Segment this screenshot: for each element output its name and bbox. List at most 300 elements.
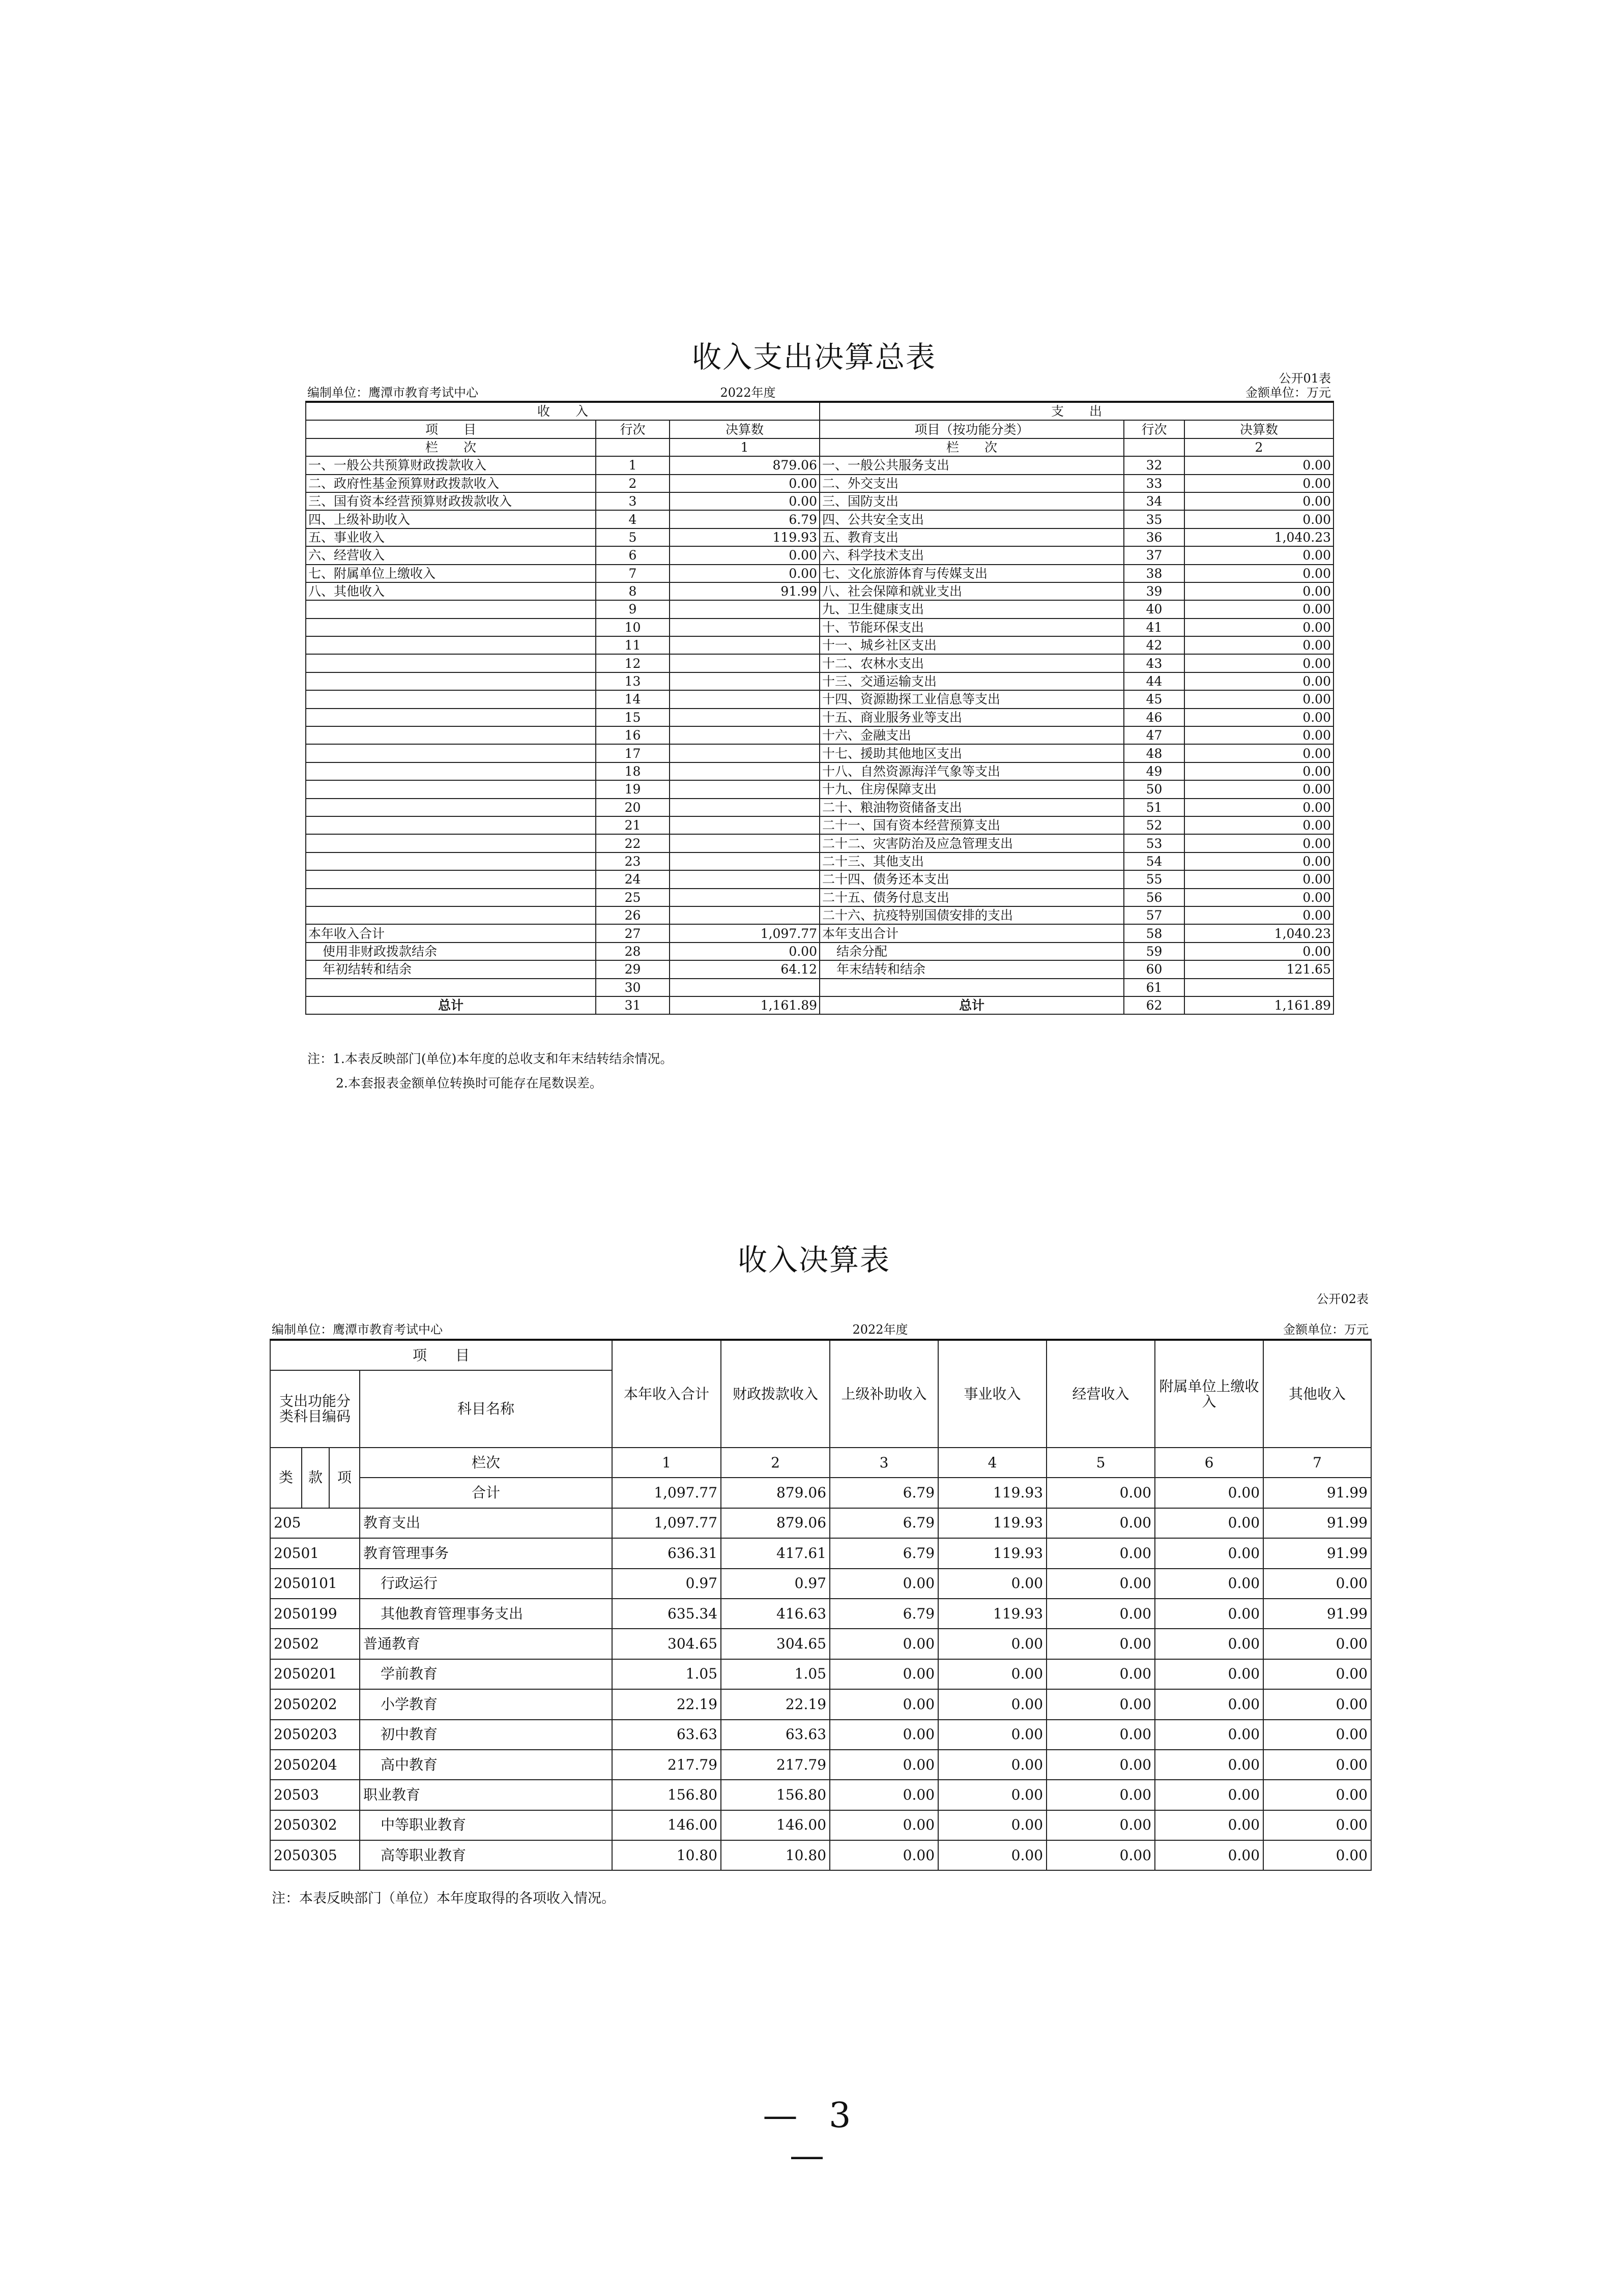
income-amount: [670, 654, 820, 672]
amount-cell: 119.93: [938, 1599, 1047, 1629]
expense-item: 六、科学技术支出: [820, 546, 1124, 564]
t2-total-value: 0.00: [1047, 1478, 1155, 1508]
expense-row-no: 37: [1124, 546, 1184, 564]
income-amount: [670, 889, 820, 906]
subject-code: 2050305: [270, 1840, 360, 1870]
subject-name: 行政运行: [360, 1569, 612, 1599]
subject-code: 2050204: [270, 1750, 360, 1780]
income-amount: [670, 979, 820, 996]
expense-amount: 0.00: [1184, 870, 1333, 888]
subject-name: 小学教育: [360, 1689, 612, 1719]
income-amount: [670, 636, 820, 654]
expense-item: 九、卫生健康支出: [820, 600, 1124, 618]
expense-amount: 0.00: [1184, 475, 1333, 492]
expense-item: 四、公共安全支出: [820, 510, 1124, 528]
amount-cell: 0.00: [1263, 1689, 1371, 1719]
amount-cell: 635.34: [612, 1599, 721, 1629]
income-amount: [670, 619, 820, 636]
table-row: [270, 1659, 1371, 1689]
amount-cell: 0.00: [938, 1720, 1047, 1750]
expense-item: 二十三、其他支出: [820, 852, 1124, 870]
amount-cell: 0.00: [830, 1569, 938, 1599]
table-row: [270, 1720, 1371, 1750]
amount-cell: 0.00: [830, 1750, 938, 1780]
table-row: [306, 924, 1333, 942]
amount-cell: 0.00: [938, 1780, 1047, 1810]
amount-cell: 0.00: [1155, 1629, 1263, 1659]
t2-total-label: 合计: [360, 1478, 612, 1508]
subject-code: 2050201: [270, 1659, 360, 1689]
income-item: [306, 889, 596, 906]
income-row-no: 6: [596, 546, 670, 564]
amount-cell: 146.00: [721, 1810, 830, 1840]
subject-name: 中等职业教育: [360, 1810, 612, 1840]
income-item: [306, 672, 596, 690]
expense-total-row-no: 62: [1124, 996, 1184, 1014]
expense-amount: 1,040.23: [1184, 528, 1333, 546]
table2-year: 2022年度: [852, 1322, 908, 1337]
subject-name: 学前教育: [360, 1659, 612, 1689]
subject-name: 职业教育: [360, 1780, 612, 1810]
expense-amount: 0.00: [1184, 943, 1333, 960]
exp-amount-header: 决算数: [1184, 420, 1333, 438]
table1-unit-label: 编制单位：鹰潭市教育考试中心: [307, 386, 478, 400]
amount-cell: 0.00: [830, 1629, 938, 1659]
table2-title: 收入决算表: [737, 1243, 890, 1277]
t2-total-value: 6.79: [830, 1478, 938, 1508]
amount-cell: 0.00: [1155, 1810, 1263, 1840]
table-row: [306, 528, 1333, 546]
table2-amount-unit: 金额单位：万元: [1283, 1322, 1369, 1337]
expense-amount: 0.00: [1184, 889, 1333, 906]
income-row-no: 5: [596, 528, 670, 546]
income-item: [306, 870, 596, 888]
table-row: [306, 475, 1333, 492]
amount-cell: 0.00: [1047, 1750, 1155, 1780]
expense-amount: 0.00: [1184, 510, 1333, 528]
income-row-no: 29: [596, 960, 670, 978]
income-amount: 91.99: [670, 582, 820, 600]
expense-item: 二十四、债务还本支出: [820, 870, 1124, 888]
amount-cell: 0.00: [938, 1750, 1047, 1780]
income-item: 二、政府性基金预算财政拨款收入: [306, 475, 596, 492]
amount-cell: 6.79: [830, 1538, 938, 1568]
expense-amount: 0.00: [1184, 492, 1333, 510]
amount-cell: 0.00: [1047, 1599, 1155, 1629]
table-row: [306, 654, 1333, 672]
income-amount: [670, 762, 820, 780]
table-row: [306, 510, 1333, 528]
amount-cell: 0.00: [1047, 1629, 1155, 1659]
subject-code: 2050101: [270, 1569, 360, 1599]
t2-name-label: 科目名称: [360, 1370, 612, 1448]
table-row: [306, 852, 1333, 870]
exp-row-no-header: 行次: [1124, 420, 1184, 438]
subject-name: 其他教育管理事务支出: [360, 1599, 612, 1629]
income-item: [306, 690, 596, 708]
expense-item: 二十、粮油物资储备支出: [820, 799, 1124, 816]
income-amount: [670, 709, 820, 726]
t2-col-num: 4: [938, 1448, 1047, 1478]
table-row: [306, 672, 1333, 690]
amount-cell: 0.00: [1047, 1780, 1155, 1810]
expense-row-no: 33: [1124, 475, 1184, 492]
total-row: [306, 996, 1333, 1014]
income-amount: 879.06: [670, 456, 820, 474]
amount-cell: 1.05: [612, 1659, 721, 1689]
amount-cell: 0.00: [1047, 1810, 1155, 1840]
table2-note: 注：本表反映部门（单位）本年度取得的各项收入情况。: [272, 1891, 615, 1906]
t2-col-num: 5: [1047, 1448, 1155, 1478]
table1-code: 公开01表: [1279, 371, 1331, 386]
income-item: 五、事业收入: [306, 528, 596, 546]
table-row: [306, 870, 1333, 888]
item-header: 项 目: [306, 420, 596, 438]
expense-item: 十七、援助其他地区支出: [820, 744, 1124, 762]
amount-cell: 0.00: [1155, 1569, 1263, 1599]
amount-cell: 0.00: [1047, 1840, 1155, 1870]
amount-cell: 879.06: [721, 1508, 830, 1538]
t2-total-value: 879.06: [721, 1478, 830, 1508]
expense-amount: 0.00: [1184, 672, 1333, 690]
expense-row-no: 35: [1124, 510, 1184, 528]
table1-title: 收入支出决算总表: [691, 340, 936, 374]
expense-item: 一、一般公共服务支出: [820, 456, 1124, 474]
income-row-no: 7: [596, 565, 670, 582]
t2-kuan: 款: [302, 1448, 329, 1508]
subject-code: 2050203: [270, 1720, 360, 1750]
t2-col-header-6: 附属单位上缴收入: [1155, 1340, 1263, 1448]
expense-amount: 0.00: [1184, 709, 1333, 726]
expense-amount: 0.00: [1184, 690, 1333, 708]
income-item: 年初结转和结余: [306, 960, 596, 978]
expense-amount: 0.00: [1184, 906, 1333, 924]
income-item: [306, 600, 596, 618]
amount-cell: 304.65: [612, 1629, 721, 1659]
amount-cell: 0.00: [1155, 1659, 1263, 1689]
subject-name: 教育支出: [360, 1508, 612, 1538]
expense-row-no: 50: [1124, 780, 1184, 798]
expense-item: 二十五、债务付息支出: [820, 889, 1124, 906]
expense-row-no: 47: [1124, 726, 1184, 744]
income-row-no: 26: [596, 906, 670, 924]
expense-amount: 0.00: [1184, 636, 1333, 654]
amount-cell: 22.19: [612, 1689, 721, 1719]
subject-code: 205: [270, 1508, 360, 1538]
expense-row-no: 38: [1124, 565, 1184, 582]
income-amount: 0.00: [670, 475, 820, 492]
expense-row-no: 48: [1124, 744, 1184, 762]
income-item: [306, 834, 596, 852]
income-row-no: 27: [596, 924, 670, 942]
income-expense-summary-table: [305, 401, 1334, 1015]
amount-cell: 156.80: [612, 1780, 721, 1810]
expense-row-no: 36: [1124, 528, 1184, 546]
income-amount: 0.00: [670, 943, 820, 960]
income-row-no: 8: [596, 582, 670, 600]
expense-amount: 0.00: [1184, 456, 1333, 474]
table-row: [306, 565, 1333, 582]
income-row-no: 20: [596, 799, 670, 816]
expense-amount: 0.00: [1184, 744, 1333, 762]
expense-row-no: 59: [1124, 943, 1184, 960]
amount-cell: 0.00: [1047, 1508, 1155, 1538]
row-no-header: 行次: [596, 420, 670, 438]
t2-col-header-4: 事业收入: [938, 1340, 1047, 1448]
table-row: [306, 456, 1333, 474]
t2-col-label: 栏次: [360, 1448, 612, 1478]
exp-col-label: 栏 次: [820, 438, 1124, 456]
amount-header: 决算数: [670, 420, 820, 438]
amount-cell: 0.00: [830, 1720, 938, 1750]
expense-row-no: 46: [1124, 709, 1184, 726]
table-row: [270, 1810, 1371, 1840]
subject-name: 普通教育: [360, 1629, 612, 1659]
amount-cell: 0.00: [938, 1569, 1047, 1599]
expense-row-no: 40: [1124, 600, 1184, 618]
table-row: [306, 582, 1333, 600]
expense-item: [820, 979, 1124, 996]
income-item: [306, 906, 596, 924]
amount-cell: 0.00: [1047, 1689, 1155, 1719]
expense-amount: [1184, 979, 1333, 996]
table-row: [306, 834, 1333, 852]
table-row: [306, 726, 1333, 744]
income-row-no: 22: [596, 834, 670, 852]
expense-row-no: 53: [1124, 834, 1184, 852]
table1-note2: 2.本套报表金额单位转换时可能存在尾数误差。: [336, 1076, 602, 1091]
subject-code: 20501: [270, 1538, 360, 1568]
expense-item: 七、文化旅游体育与传媒支出: [820, 565, 1124, 582]
t2-col-header-5: 经营收入: [1047, 1340, 1155, 1448]
expense-amount: 121.65: [1184, 960, 1333, 978]
t2-col-num: 6: [1155, 1448, 1263, 1478]
expense-item: 八、社会保障和就业支出: [820, 582, 1124, 600]
income-item: 使用非财政拨款结余: [306, 943, 596, 960]
expense-item: 十九、住房保障支出: [820, 780, 1124, 798]
income-total-amount: 1,161.89: [670, 996, 820, 1014]
amount-cell: 0.00: [1263, 1720, 1371, 1750]
t2-xiang: 项: [329, 1448, 360, 1508]
table-row: [270, 1750, 1371, 1780]
expense-item: 二、外交支出: [820, 475, 1124, 492]
expense-row-no: 32: [1124, 456, 1184, 474]
expense-row-no: 49: [1124, 762, 1184, 780]
amount-cell: 636.31: [612, 1538, 721, 1568]
t2-col-header-7: 其他收入: [1263, 1340, 1371, 1448]
amount-cell: 0.00: [1155, 1780, 1263, 1810]
amount-cell: 0.00: [938, 1659, 1047, 1689]
expense-row-no: 52: [1124, 816, 1184, 834]
table1-year: 2022年度: [720, 386, 776, 400]
income-row-no: 23: [596, 852, 670, 870]
table-row: [306, 690, 1333, 708]
amount-cell: 0.00: [1155, 1840, 1263, 1870]
expense-row-no: 60: [1124, 960, 1184, 978]
expense-total-amount: 1,161.89: [1184, 996, 1333, 1014]
amount-cell: 0.00: [1047, 1538, 1155, 1568]
expense-amount: 0.00: [1184, 726, 1333, 744]
income-item: [306, 619, 596, 636]
t2-total-value: 91.99: [1263, 1478, 1371, 1508]
amount-cell: 217.79: [612, 1750, 721, 1780]
income-row-no: 21: [596, 816, 670, 834]
income-amount: 6.79: [670, 510, 820, 528]
amount-cell: 0.00: [1263, 1629, 1371, 1659]
expense-amount: 0.00: [1184, 799, 1333, 816]
table-row: [270, 1689, 1371, 1719]
amount-cell: 0.00: [1155, 1599, 1263, 1629]
table-row: [270, 1538, 1371, 1568]
expense-row-no: 34: [1124, 492, 1184, 510]
expense-amount: 0.00: [1184, 816, 1333, 834]
amount-cell: 1,097.77: [612, 1508, 721, 1538]
expense-amount: 0.00: [1184, 565, 1333, 582]
income-amount: [670, 834, 820, 852]
income-row-no: 3: [596, 492, 670, 510]
amount-cell: 0.00: [1263, 1810, 1371, 1840]
income-amount: [670, 906, 820, 924]
amount-cell: 0.00: [1047, 1720, 1155, 1750]
amount-cell: 0.00: [1263, 1569, 1371, 1599]
income-row-no: 2: [596, 475, 670, 492]
expense-row-no: 58: [1124, 924, 1184, 942]
table-row: [306, 636, 1333, 654]
expense-item: 十二、农林水支出: [820, 654, 1124, 672]
income-row-no: 25: [596, 889, 670, 906]
income-row-no: 18: [596, 762, 670, 780]
expense-item: 年末结转和结余: [820, 960, 1124, 978]
table-row: [306, 979, 1333, 996]
amount-cell: 0.00: [830, 1810, 938, 1840]
income-amount: [670, 816, 820, 834]
income-row-no: 1: [596, 456, 670, 474]
expense-row-no: 61: [1124, 979, 1184, 996]
expense-row-no: 54: [1124, 852, 1184, 870]
income-row-no: 11: [596, 636, 670, 654]
amount-cell: 0.00: [938, 1689, 1047, 1719]
amount-cell: 146.00: [612, 1810, 721, 1840]
t2-total-value: 119.93: [938, 1478, 1047, 1508]
expense-amount: 1,040.23: [1184, 924, 1333, 942]
income-row-no: 17: [596, 744, 670, 762]
expense-header: 支 出: [820, 402, 1333, 420]
table-row: [306, 492, 1333, 510]
amount-cell: 0.00: [938, 1629, 1047, 1659]
income-row-no: 13: [596, 672, 670, 690]
expense-amount: 0.00: [1184, 780, 1333, 798]
table-row: [270, 1599, 1371, 1629]
subject-name: 教育管理事务: [360, 1538, 612, 1568]
amount-cell: 0.00: [938, 1840, 1047, 1870]
expense-item: 十五、商业服务业等支出: [820, 709, 1124, 726]
income-item: 本年收入合计: [306, 924, 596, 942]
amount-cell: 63.63: [612, 1720, 721, 1750]
income-amount: [670, 744, 820, 762]
amount-cell: 156.80: [721, 1780, 830, 1810]
col-label: 栏 次: [306, 438, 596, 456]
amount-cell: 0.97: [612, 1569, 721, 1599]
expense-item: 结余分配: [820, 943, 1124, 960]
expense-row-no: 56: [1124, 889, 1184, 906]
income-final-accounts-table: [270, 1339, 1372, 1871]
income-row-no: 30: [596, 979, 670, 996]
table-row: [270, 1780, 1371, 1810]
income-item: [306, 852, 596, 870]
t2-lei: 类: [270, 1448, 302, 1508]
income-item: [306, 636, 596, 654]
income-item: 三、国有资本经营预算财政拨款收入: [306, 492, 596, 510]
table-row: [306, 889, 1333, 906]
amount-cell: 0.00: [1155, 1538, 1263, 1568]
subject-code: 2050202: [270, 1689, 360, 1719]
income-amount: [670, 870, 820, 888]
income-row-no: 10: [596, 619, 670, 636]
income-item: [306, 726, 596, 744]
expense-item: 十一、城乡社区支出: [820, 636, 1124, 654]
income-item: [306, 780, 596, 798]
expense-total-label: 总计: [820, 996, 1124, 1014]
income-item: [306, 799, 596, 816]
expense-amount: 0.00: [1184, 762, 1333, 780]
expense-amount: 0.00: [1184, 654, 1333, 672]
amount-cell: 10.80: [612, 1840, 721, 1870]
income-item: 八、其他收入: [306, 582, 596, 600]
table-row: [270, 1840, 1371, 1870]
table-row: [306, 906, 1333, 924]
expense-amount: 0.00: [1184, 582, 1333, 600]
subject-name: 初中教育: [360, 1720, 612, 1750]
table-row: [270, 1569, 1371, 1599]
subject-code: 2050199: [270, 1599, 360, 1629]
expense-item: 二十六、抗疫特别国债安排的支出: [820, 906, 1124, 924]
expense-row-no: 55: [1124, 870, 1184, 888]
amount-cell: 119.93: [938, 1538, 1047, 1568]
amount-cell: 0.00: [1263, 1780, 1371, 1810]
income-amount: [670, 780, 820, 798]
t2-col-num: 1: [612, 1448, 721, 1478]
table-row: [306, 546, 1333, 564]
col-num-2: 2: [1184, 438, 1333, 456]
subject-name: 高等职业教育: [360, 1840, 612, 1870]
t2-col-header-2: 财政拨款收入: [721, 1340, 830, 1448]
amount-cell: 0.00: [1047, 1659, 1155, 1689]
expense-amount: 0.00: [1184, 852, 1333, 870]
t2-col-header-1: 本年收入合计: [612, 1340, 721, 1448]
table-row: [306, 816, 1333, 834]
income-row-no: 24: [596, 870, 670, 888]
income-amount: 0.00: [670, 565, 820, 582]
t2-total-value: 1,097.77: [612, 1478, 721, 1508]
income-item: [306, 762, 596, 780]
income-amount: [670, 672, 820, 690]
income-amount: [670, 690, 820, 708]
amount-cell: 416.63: [721, 1599, 830, 1629]
expense-item: 十、节能环保支出: [820, 619, 1124, 636]
table2-code: 公开02表: [1316, 1292, 1369, 1306]
income-total-row-no: 31: [596, 996, 670, 1014]
subject-code: 20502: [270, 1629, 360, 1659]
col-num-1: 1: [670, 438, 820, 456]
income-item: [306, 744, 596, 762]
income-amount: 0.00: [670, 492, 820, 510]
amount-cell: 0.00: [1263, 1750, 1371, 1780]
expense-item: 本年支出合计: [820, 924, 1124, 942]
table-row: [270, 1508, 1371, 1538]
expense-amount: 0.00: [1184, 834, 1333, 852]
income-item: [306, 654, 596, 672]
expense-item: 十八、自然资源海洋气象等支出: [820, 762, 1124, 780]
